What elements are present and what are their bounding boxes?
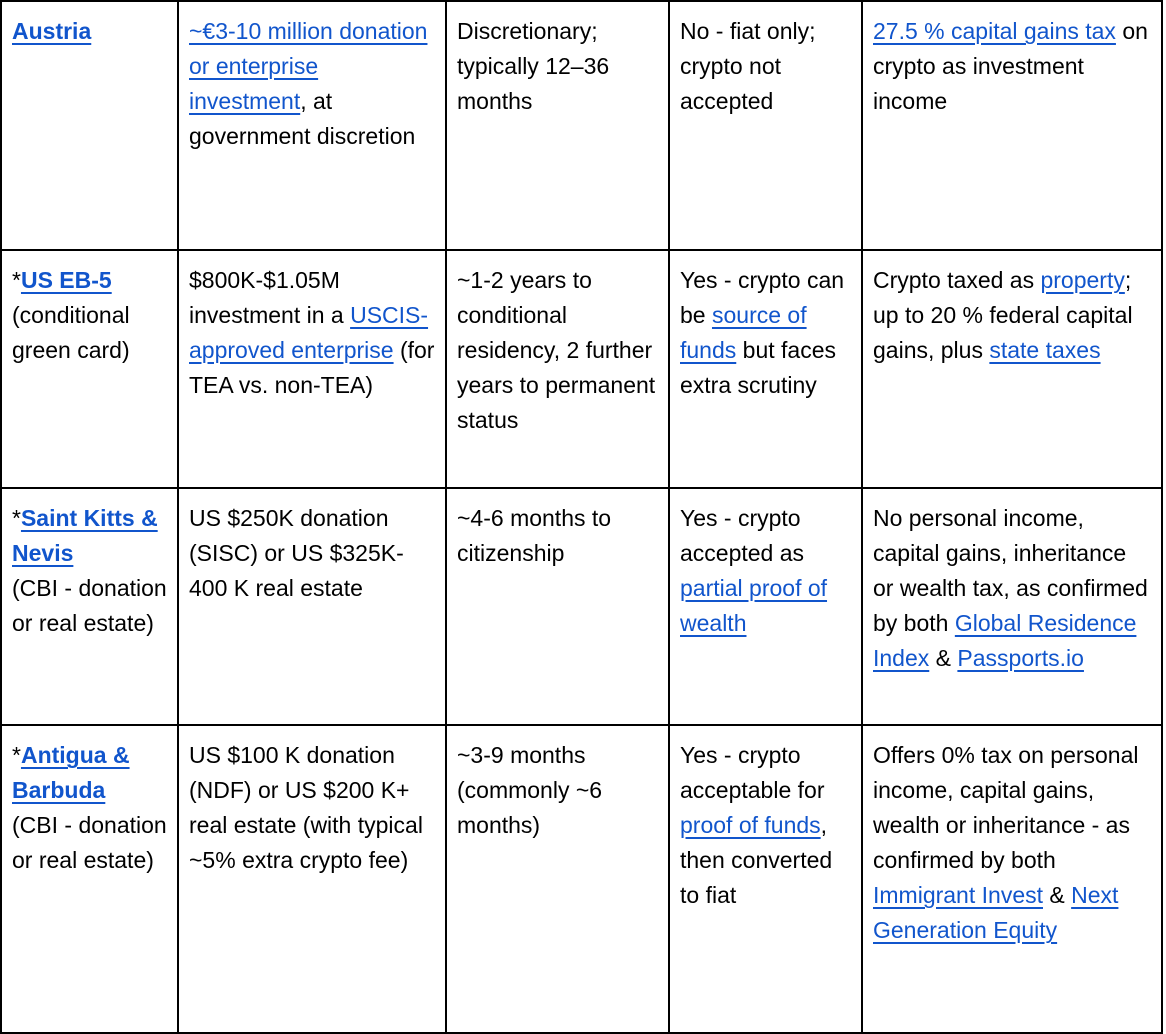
investment-text-after: (for TEA vs. non-TEA) <box>189 337 435 398</box>
crypto-cell <box>669 488 862 725</box>
tax-cell <box>862 725 1162 1033</box>
timeline-cell: ~3-9 months (commonly ~6 months) <box>446 725 669 1033</box>
tax-link-2[interactable]: Next Generation Equity <box>873 882 1119 943</box>
investment-link[interactable]: USCIS-approved enterprise <box>189 302 429 363</box>
country-note: (CBI - donation or real estate) <box>12 812 167 873</box>
country-link-austria[interactable]: Austria <box>12 18 92 44</box>
tax-text-middle: ; up to 20 % federal capital gains, plus <box>873 267 1133 363</box>
investment-cell <box>178 488 446 725</box>
crypto-text: No - fiat only; crypto not accepted <box>680 18 816 114</box>
asterisk: * <box>12 742 21 768</box>
crypto-text-after: , then converted to fiat <box>680 812 833 908</box>
table-row <box>1 488 1162 725</box>
table-row <box>1 250 1162 488</box>
country-link-us-eb5[interactable]: US EB-5 <box>20 267 112 293</box>
crypto-text: Yes - crypto accepted as <box>680 505 805 566</box>
crypto-cell <box>669 250 862 488</box>
tax-link[interactable]: 27.5 % capital gains tax <box>873 18 1116 44</box>
tax-link-2[interactable]: state taxes <box>989 337 1101 363</box>
crypto-cell <box>669 1 862 250</box>
table-row <box>1 1 1162 250</box>
tax-text: Offers 0% tax on personal income, capital gains, wealth or inheritance - as confirmed by both <box>873 742 1139 873</box>
investment-link[interactable]: ~€3-10 million donation or enterprise investment <box>189 18 428 114</box>
country-cell <box>1 725 178 1033</box>
crypto-cell <box>669 725 862 1033</box>
investment-cell <box>178 1 446 250</box>
country-note: (conditional green card) <box>12 302 130 363</box>
crypto-link[interactable]: source of funds <box>680 302 807 363</box>
tax-link[interactable]: Global Residence Index <box>873 610 1137 671</box>
investment-cell <box>178 250 446 488</box>
tax-link[interactable]: Immigrant Invest <box>873 882 1043 908</box>
tax-text: Crypto taxed as <box>873 267 1041 293</box>
crypto-text: Yes - crypto can be <box>680 267 845 328</box>
timeline-cell: ~1-2 years to conditional residency, 2 further years to permanent status <box>446 250 669 488</box>
tax-text-middle: & <box>1043 882 1072 908</box>
country-cell <box>1 488 178 725</box>
investment-text: US $250K donation (SISC) or US $325K-400 K real estate <box>189 505 404 601</box>
tax-text-middle: & <box>929 645 958 671</box>
timeline-cell: ~4-6 months to citizenship <box>446 488 669 725</box>
crypto-text-after: but faces extra scrutiny <box>680 337 836 398</box>
investment-text: US $100 K donation (NDF) or US $200 K+ real estate (with typical ~5% extra crypto fee) <box>189 742 423 873</box>
country-link-saint-kitts[interactable]: Saint Kitts & Nevis <box>12 505 158 566</box>
table-row <box>1 725 1162 1033</box>
investment-text: , at government discretion <box>189 88 416 149</box>
investment-cell <box>178 725 446 1033</box>
tax-cell <box>862 488 1162 725</box>
country-note: (CBI - donation or real estate) <box>12 575 167 636</box>
country-cell <box>1 250 178 488</box>
tax-link[interactable]: property <box>1040 267 1125 293</box>
crypto-text: Yes - crypto acceptable for <box>680 742 825 803</box>
timeline-cell: Discretionary; typically 12–36 months <box>446 1 669 250</box>
asterisk: * <box>12 505 21 531</box>
tax-cell <box>862 250 1162 488</box>
crypto-link[interactable]: partial proof of wealth <box>680 575 828 636</box>
asterisk: * <box>12 267 21 293</box>
investment-text: $800K-$1.05M investment in a <box>189 267 351 328</box>
country-cell <box>1 1 178 250</box>
tax-cell <box>862 1 1162 250</box>
tax-link-2[interactable]: Passports.io <box>957 645 1084 671</box>
tax-text: No personal income, capital gains, inheritance or wealth tax, as confirmed by both <box>873 505 1148 636</box>
country-link-antigua[interactable]: Antigua & Barbuda <box>12 742 130 803</box>
crypto-link[interactable]: proof of funds <box>680 812 821 838</box>
tax-text: on crypto as investment income <box>873 18 1148 114</box>
